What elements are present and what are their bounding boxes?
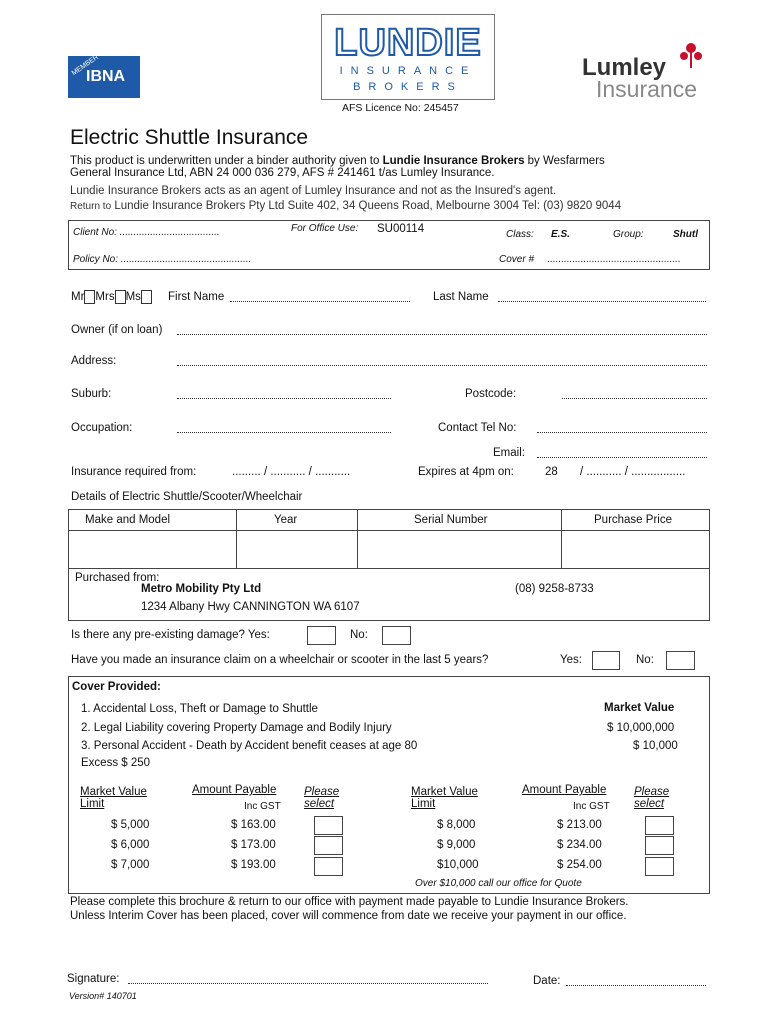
cover-label: Cover # <box>499 254 535 265</box>
ms-checkbox[interactable] <box>141 290 152 304</box>
col-limit: Limit <box>411 798 436 810</box>
col-limit: Limit <box>80 798 105 810</box>
damage-yes-checkbox[interactable] <box>307 626 336 645</box>
contact-label: Contact Tel No: <box>438 422 517 434</box>
select-checkbox-8000[interactable] <box>645 816 674 835</box>
date-label: Date: <box>533 975 561 987</box>
col-select: select <box>304 798 335 810</box>
col-please: Please <box>304 786 340 798</box>
over-note: Over $10,000 call our office for Quote <box>415 878 582 889</box>
afs-licence: AFS Licence No: 245457 <box>342 102 459 114</box>
serial-number-input[interactable] <box>359 532 559 566</box>
client-no: Client No: .................................... <box>73 227 220 238</box>
details-table <box>68 509 710 621</box>
claim-question: Have you made an insurance claim on a wheelchair or scooter in the last 5 years? <box>71 654 489 666</box>
col-select: select <box>634 798 665 810</box>
column-header: Make and Model <box>85 514 171 526</box>
amount-value: $ 173.00 <box>231 839 276 851</box>
first-name-label: First Name <box>168 291 225 303</box>
ibna-logo <box>68 53 140 98</box>
occupation-field[interactable] <box>177 432 391 433</box>
cover-box <box>68 676 710 894</box>
owner-label: Owner (if on loan) <box>71 324 163 336</box>
dealer-address: 1234 Albany Hwy CANNINGTON WA 6107 <box>141 601 360 613</box>
divider <box>69 530 709 531</box>
col-please: Please <box>634 786 670 798</box>
address-field[interactable] <box>177 365 707 366</box>
suburb-field[interactable] <box>177 398 391 399</box>
office-code: SU00114 <box>377 223 425 235</box>
market-value-heading: Market Value <box>604 702 675 714</box>
cover-item: 3. Personal Accident - Death by Accident benefit ceases at age 80 <box>81 740 418 752</box>
excess: Excess $ 250 <box>81 757 151 769</box>
lumley-logo <box>582 38 712 102</box>
column-header: Purchase Price <box>594 514 672 526</box>
footer-line-2: Unless Interim Cover has been placed, cover will commence from date we receive your payment in our office. <box>70 910 627 922</box>
col-amount-payable: Amount Payable <box>522 784 607 796</box>
postcode-field[interactable] <box>562 398 707 399</box>
cover-dots: ................................................ <box>547 254 681 265</box>
column-header: Serial Number <box>414 514 488 526</box>
mrs-checkbox[interactable] <box>115 290 126 304</box>
ibna-member-text: MEMBER <box>70 53 100 78</box>
col-inc-gst: Inc GST <box>573 801 610 812</box>
divider <box>69 568 709 569</box>
date-field[interactable] <box>566 985 706 986</box>
class-value: E.S. <box>551 229 570 240</box>
select-checkbox-6000[interactable] <box>314 836 343 855</box>
col-market-value: Market Value <box>80 786 147 798</box>
divider <box>236 510 237 568</box>
occupation-label: Occupation: <box>71 422 133 434</box>
dealer-name: Metro Mobility Pty Ltd <box>141 583 262 595</box>
return-to: Return to <box>70 201 112 212</box>
amount-value: $ 254.00 <box>557 859 602 871</box>
select-checkbox-10000[interactable] <box>645 857 674 876</box>
amount-value: $ 193.00 <box>231 859 276 871</box>
version: Version# 140701 <box>69 991 137 1001</box>
limit-value: $ 8,000 <box>437 819 476 831</box>
column-header: Year <box>274 514 298 526</box>
col-market-value: Market Value <box>411 786 478 798</box>
cover-item-value: $ 10,000,000 <box>607 722 675 734</box>
intro-line-3: Lundie Insurance Brokers acts as an agent of Lumley Insurance and not as the Insured's agent. <box>70 185 557 197</box>
return-address: Lundie Insurance Brokers Pty Ltd Suite 402, 34 Queens Road, Melbourne 3004 Tel: (03) 9820 9044 <box>111 200 622 212</box>
lumley-text: Lumley <box>582 54 667 81</box>
owner-field[interactable] <box>177 334 707 335</box>
name-line <box>71 290 152 304</box>
postcode-label: Postcode: <box>465 388 517 400</box>
expires-label: Expires at 4pm on: <box>418 466 514 478</box>
cover-item: 1. Accidental Loss, Theft or Damage to Shuttle <box>81 703 318 715</box>
expires-field[interactable]: / ........... / ................. <box>580 466 686 478</box>
dealer-phone: (08) 9258-8733 <box>515 583 594 595</box>
class-label: Class: <box>506 229 534 240</box>
footer-line-1: Please complete this brochure & return to our office with payment made payable to Lundie Insurance Brokers. <box>70 896 629 908</box>
claim-no-checkbox[interactable] <box>666 651 695 670</box>
lundie-wordmark: LUNDIE <box>334 22 482 64</box>
for-office-use: For Office Use: <box>291 223 359 234</box>
select-checkbox-9000[interactable] <box>645 836 674 855</box>
first-name-field[interactable] <box>230 301 410 302</box>
office-use-box <box>68 220 710 270</box>
cover-heading: Cover Provided: <box>72 681 161 693</box>
email-field[interactable] <box>537 457 707 458</box>
intro-text-2: by Wesfarmers <box>524 155 605 167</box>
insurance-from-field[interactable]: ......... / ........... / ........... <box>232 466 351 478</box>
address-label: Address: <box>71 355 117 367</box>
limit-value: $ 9,000 <box>437 839 476 851</box>
intro-line-4 <box>70 199 621 214</box>
year-input[interactable] <box>238 532 355 566</box>
intro-text: This product is underwritten under a binder authority given to <box>70 155 383 167</box>
claim-yes-label: Yes: <box>560 654 582 666</box>
col-inc-gst: Inc GST <box>244 801 281 812</box>
page-title: Electric Shuttle Insurance <box>70 126 309 149</box>
lumley-crest-icon <box>678 40 704 75</box>
cover-item: 2. Legal Liability covering Property Damage and Bodily Injury <box>81 722 392 734</box>
damage-no-label: No: <box>350 629 368 641</box>
mrs-label: Mrs <box>95 291 115 304</box>
signature-field[interactable] <box>128 983 488 984</box>
divider <box>561 510 562 568</box>
damage-no-checkbox[interactable] <box>382 626 411 645</box>
claim-yes-checkbox[interactable] <box>592 651 620 670</box>
cover-item-value: $ 10,000 <box>633 740 678 752</box>
mr-checkbox[interactable] <box>84 290 95 304</box>
contact-field[interactable] <box>537 432 707 433</box>
group-value: Shutl <box>673 229 698 240</box>
lundie-insurance-text: INSURANCE <box>339 65 477 77</box>
purchased-from-label: Purchased from: <box>75 572 160 584</box>
amount-value: $ 234.00 <box>557 839 602 851</box>
mr-label: Mr <box>71 291 85 304</box>
col-amount-payable: Amount Payable <box>192 784 277 796</box>
amount-value: $ 213.00 <box>557 819 602 831</box>
limit-value: $ 7,000 <box>111 859 150 871</box>
policy-no: Policy No: ............................................... <box>73 254 252 265</box>
limit-value: $10,000 <box>437 859 479 871</box>
limit-value: $ 6,000 <box>111 839 150 851</box>
intro-company: Lundie Insurance Brokers <box>382 155 525 167</box>
details-heading: Details of Electric Shuttle/Scooter/Wheelchair <box>71 491 303 503</box>
divider <box>357 510 358 568</box>
expires-day: 28 <box>545 466 558 478</box>
last-name-label: Last Name <box>433 291 489 303</box>
limit-value: $ 5,000 <box>111 819 150 831</box>
suburb-label: Suburb: <box>71 388 112 400</box>
select-checkbox-5000[interactable] <box>314 816 343 835</box>
group-label: Group: <box>613 229 644 240</box>
email-label: Email: <box>493 447 525 459</box>
insurance-from-label: Insurance required from: <box>71 466 197 478</box>
intro-line-2: General Insurance Ltd, ABN 24 000 036 279, AFS # 241461 t/as Lumley Insurance. <box>70 167 495 179</box>
lundie-brokers-text: BROKERS <box>353 81 463 93</box>
claim-no-label: No: <box>636 654 654 666</box>
damage-question: Is there any pre-existing damage? Yes: <box>71 629 270 641</box>
ms-label: Ms <box>125 291 141 304</box>
make-model-input[interactable] <box>71 532 234 566</box>
amount-value: $ 163.00 <box>231 819 276 831</box>
signature-label: Signature: <box>67 973 120 985</box>
last-name-field[interactable] <box>498 301 706 302</box>
lundie-logo <box>321 14 495 100</box>
select-checkbox-7000[interactable] <box>314 857 343 876</box>
ibna-text: IBNA <box>86 68 126 85</box>
lumley-insurance-text: Insurance <box>596 76 698 102</box>
purchase-price-input[interactable] <box>563 532 707 566</box>
